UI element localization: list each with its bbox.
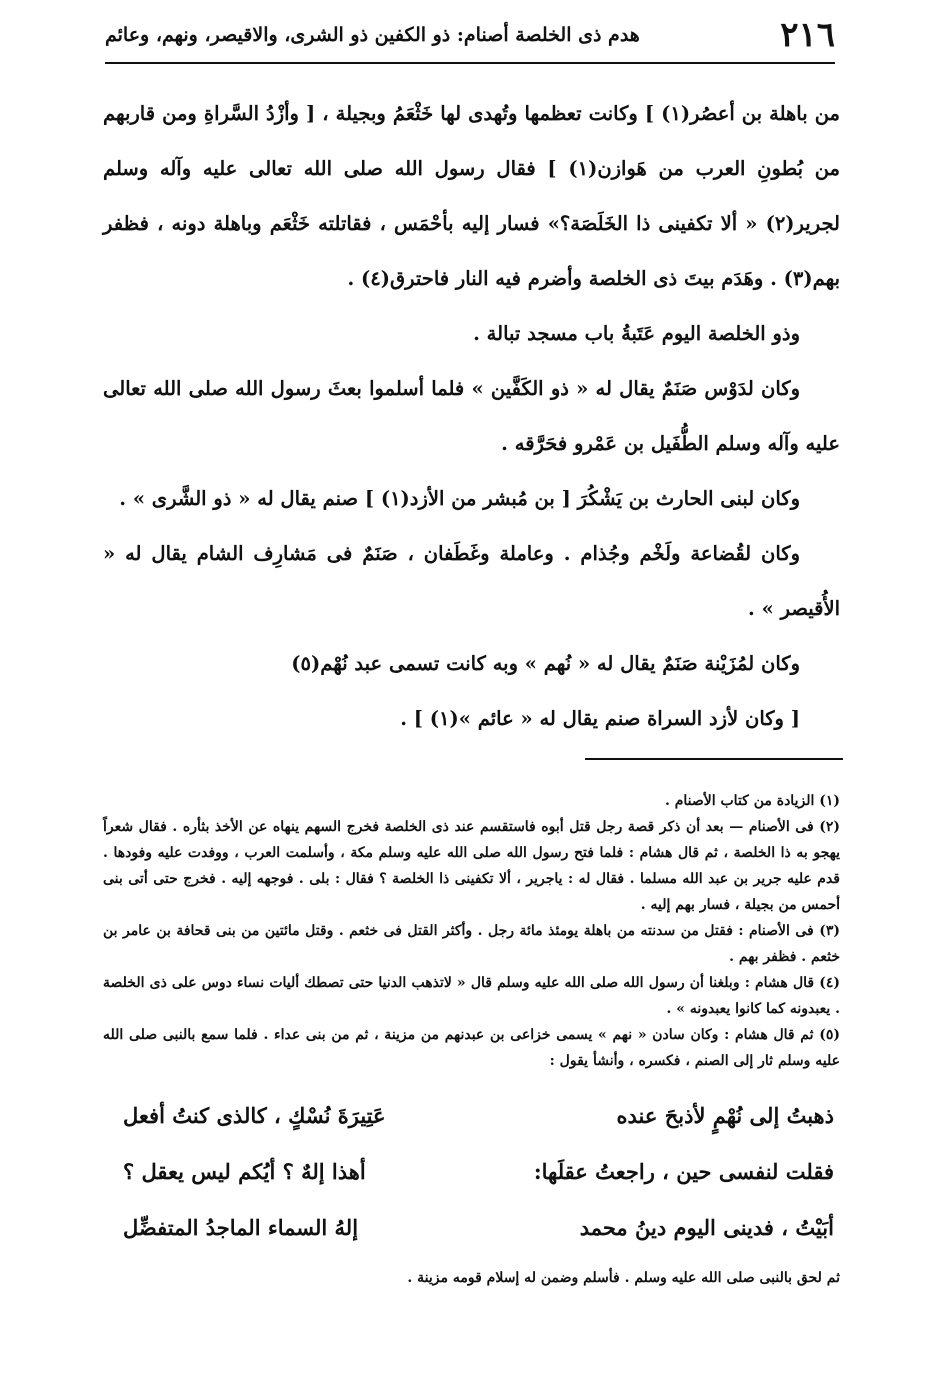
verse-second-hemistich: إلهُ السماء الماجدُ المتفضِّل (123, 1215, 359, 1240)
verse-first-hemistich: ذهبتُ إلى نُهْمٍ لأذبحَ عنده (616, 1103, 834, 1128)
paragraph: [ وكان لأزد السراة صنم يقال له « عائم »(١) ] . (400, 707, 800, 730)
poem-verse (103, 1144, 840, 1200)
verse-first-hemistich: فقلت لنفسى حين ، راجعتُ عقلَها: (533, 1159, 834, 1184)
footnote: (١) الزيادة من كتاب الأصنام . (664, 793, 840, 809)
verse-first-hemistich: أبَيْتُ ، فدينى اليوم دينُ محمد (579, 1215, 834, 1240)
footnotes (103, 788, 840, 1292)
paragraph: وكان لبنى الحارث بن يَشْكُرَ [ بن مُبشر من الأزد(١) ] صنم يقال له « ذو الشَّرى » . (119, 487, 800, 510)
footnote: (٤) قال هشام : وبلغنا أن رسول الله صلى الله عليه وسلم قال « لاتذهب الدنيا حتى تصطك أليات نساء دوس على ذى الخلصة . يعبدونه كما كانوا يعبدونه » . (103, 975, 840, 1017)
header-rule (105, 62, 835, 64)
closing-line: ثم لحق بالنبى صلى الله عليه وسلم . فأسلم وضمن له إسلام قومه مزينة . (407, 1270, 840, 1286)
running-title: هدم ذى الخلصة أصنام: ذو الكفين ذو الشرى، والاقيصر، ونهم، وعائم (105, 24, 640, 46)
paragraph: من باهلة بن أعصُر(١) ] وكانت تعظمها وتُهدى لها خَثْعَمُ وبجيلة ، [ وأزْدُ السَّراةِ ومن قاربهم من بُطونِ العرب من هَوازن(١) ] فقال رسول الله صلى الله تعالى عليه وآله وسلم لجرير(٢) « ألا تكفينى ذا الخَلَصَة؟» فسار إليه بأحْمَس ، فقاتلته خَثْعَم وباهلة دونه ، فظفر بهم(٣) . وهَدَم بيتَ ذى الخلصة وأضرم فيه النار فاحترق(٤) . (103, 102, 841, 290)
footnote: (٢) فى الأصنام — بعد أن ذكر قصة رجل قتل أبوه فاستقسم عند ذى الخلصة فخرج السهم ينهاه عن الأخذ بثأره . فقال شعراً يهجو به ذا الخلصة ، ثم قال هشام : فلما فتح رسول الله صلى الله عليه وسلم مكة ، وأسلمت العرب ، ووفدت عليه وفودها . قدم عليه جرير بن عبد الله مسلما . فقال له : ياجرير ، ألا تكفينى ذا الخلصة ؟ فقال : بلى . فوجهه إليه . فخرج حتى أتى بنى أحمس من بجيلة ، فسار بهم إليه . (103, 819, 840, 913)
page-number: ٢١٦ (780, 15, 835, 55)
verse-second-hemistich: أهذا إلهٌ ؟ أيُكم ليس يعقل ؟ (123, 1159, 366, 1184)
paragraph: وكان لقُضاعة ولَخْم وجُذام . وعاملة وغَطَفان ، صَنَمٌ فى مَشارِف الشام يقال له « الأُقيصر » . (103, 542, 840, 620)
paragraph: وكان لدَوْس صَنَمٌ يقال له « ذو الكَفَّين » فلما أسلموا بعثَ رسول الله صلى الله تعالى عليه وآله وسلم الطُّفَيل بن عَمْرو فحَرَّقه . (103, 377, 840, 455)
main-text (103, 86, 840, 746)
paragraph: وذو الخلصة اليوم عَتَبةُ باب مسجد تبالة . (473, 322, 800, 345)
verse-second-hemistich: عَتِيرَةَ نُسْكٍ ، كالذى كنتُ أفعل (123, 1103, 386, 1128)
poem (103, 1088, 840, 1256)
footnote-rule (585, 758, 843, 760)
page-header (105, 10, 835, 60)
paragraph: وكان لمُزَيْنة صَنَمٌ يقال له « نُهم » وبه كانت تسمى عبد نُهْم(٥) (291, 652, 800, 675)
poem-verse (103, 1200, 840, 1256)
footnote: (٣) فى الأصنام : فقتل من سدنته من باهلة يومئذ مائة رجل . وأكثر القتل فى خثعم . وقتل مائتين من بنى قحافة بن عامر بن خثعم . فظفر بهم . (103, 923, 840, 965)
poem-verse (103, 1088, 840, 1144)
footnote: (٥) ثم قال هشام : وكان سادن « نهم » يسمى خزاعى بن عبدنهم من مزينة ، ثم من بنى عداء . فلما سمع بالنبى صلى الله عليه وسلم ثار إلى الصنم ، فكسره ، وأنشأ يقول : (103, 1027, 840, 1069)
